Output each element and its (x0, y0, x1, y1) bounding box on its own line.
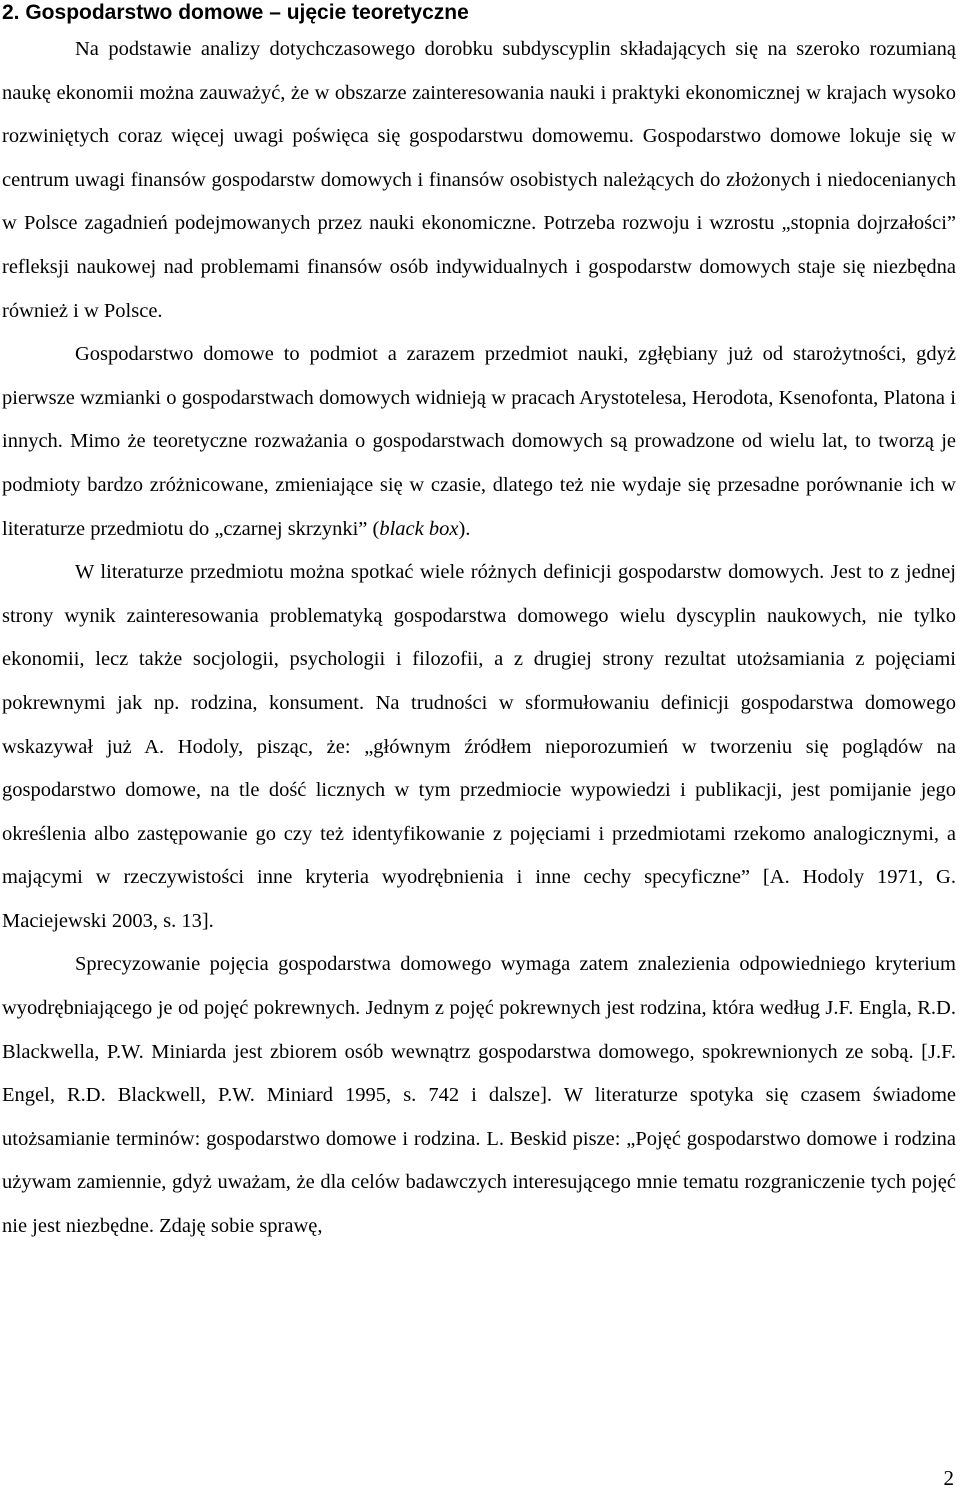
paragraph-1: Na podstawie analizy dotychczasowego dorobku subdyscyplin składających się na szeroko rozumianą naukę ekonomii można zauważyć, że w obszarze zainteresowania nauki i praktyki ekonomicznej w krajach wysoko rozwiniętych coraz więcej uwagi poświęca się gospodarstwu domowemu. Gospodarstwo domowe lokuje się w centrum uwagi finansów gospodarstw domowych i finansów osobistych należących do złożonych i niedocenianych w Polsce zagadnień podejmowanych przez nauki ekonomiczne. Potrzeba rozwoju i wzrostu „stopnia dojrzałości” refleksji naukowej nad problemami finansów osób indywidualnych i gospodarstw domowych staje się niezbędna również i w Polsce. (2, 38, 956, 322)
page-number: 2 (943, 1466, 954, 1490)
section-heading: 2. Gospodarstwo domowe – ujęcie teoretyczne (2, 1, 469, 24)
paragraph-2-text: Gospodarstwo domowe to podmiot a zarazem przedmiot nauki, zgłębiany już od starożytności, gdyż pierwsze wzmianki o gospodarstwach domowych widnieją w pracach Arystotelesa, Herodota, Ksenofonta, Platona i innych. Mimo że teoretyczne rozważania o gospodarstwach domowych są prowadzone od wielu lat, to tworzą je podmioty bardzo zróżnicowane, zmieniające się w czasie, dlatego też nie wydaje się przesadne porównanie ich w literaturze przedmiotu do „czarnej skrzynki” ( (2, 343, 956, 540)
body-text (2, 28, 956, 1249)
paragraph-2 (2, 333, 956, 551)
paragraph-2-end: ). (458, 517, 471, 540)
italic-term: black box (379, 517, 459, 540)
paragraph-4: Sprecyzowanie pojęcia gospodarstwa domowego wymaga zatem znalezienia odpowiedniego kryterium wyodrębniającego je od pojęć pokrewnych. Jednym z pojęć pokrewnych jest rodzina, która według J.F. Engla, R.D. Blackwella, P.W. Miniarda jest zbiorem osób wewnątrz gospodarstwa domowego, spokrewnionych ze sobą. [J.F. Engel, R.D. Blackwell, P.W. Miniard 1995, s. 742 i dalsze]. W literaturze spotyka się czasem świadome utożsamianie terminów: gospodarstwo domowe i rodzina. L. Beskid pisze: „Pojęć gospodarstwo domowe i rodzina używam zamiennie, gdyż uważam, że dla celów badawczych interesującego mnie tematu rozgraniczenie tych pojęć nie jest niezbędne. Zdaję sobie sprawę, (2, 953, 956, 1238)
paragraph-3: W literaturze przedmiotu można spotkać wiele różnych definicji gospodarstw domowych. Jest to z jednej strony wynik zainteresowania problematyką gospodarstwa domowego wielu dyscyplin naukowych, nie tylko ekonomii, lecz także socjologii, psychologii i filozofii, a z drugiej strony rezultat utożsamiania z pojęciami pokrewnymi jak np. rodzina, konsument. Na trudności w sformułowaniu definicji gospodarstwa domowego wskazywał już A. Hodoly, pisząc, że: „głównym źródłem nieporozumień w tworzeniu się poglądów na gospodarstwo domowe, na tle dość licznych w tym przedmiocie wypowiedzi i publikacji, jest pomijanie jego określenia albo zastępowanie go czy też identyfikowanie z pojęciami i przedmiotami rzekomo analogicznymi, a mającymi w rzeczywistości inne kryteria wyodrębnienia i inne cechy specyficzne” [A. Hodoly 1971, G. Maciejewski 2003, s. 13]. (2, 561, 956, 932)
